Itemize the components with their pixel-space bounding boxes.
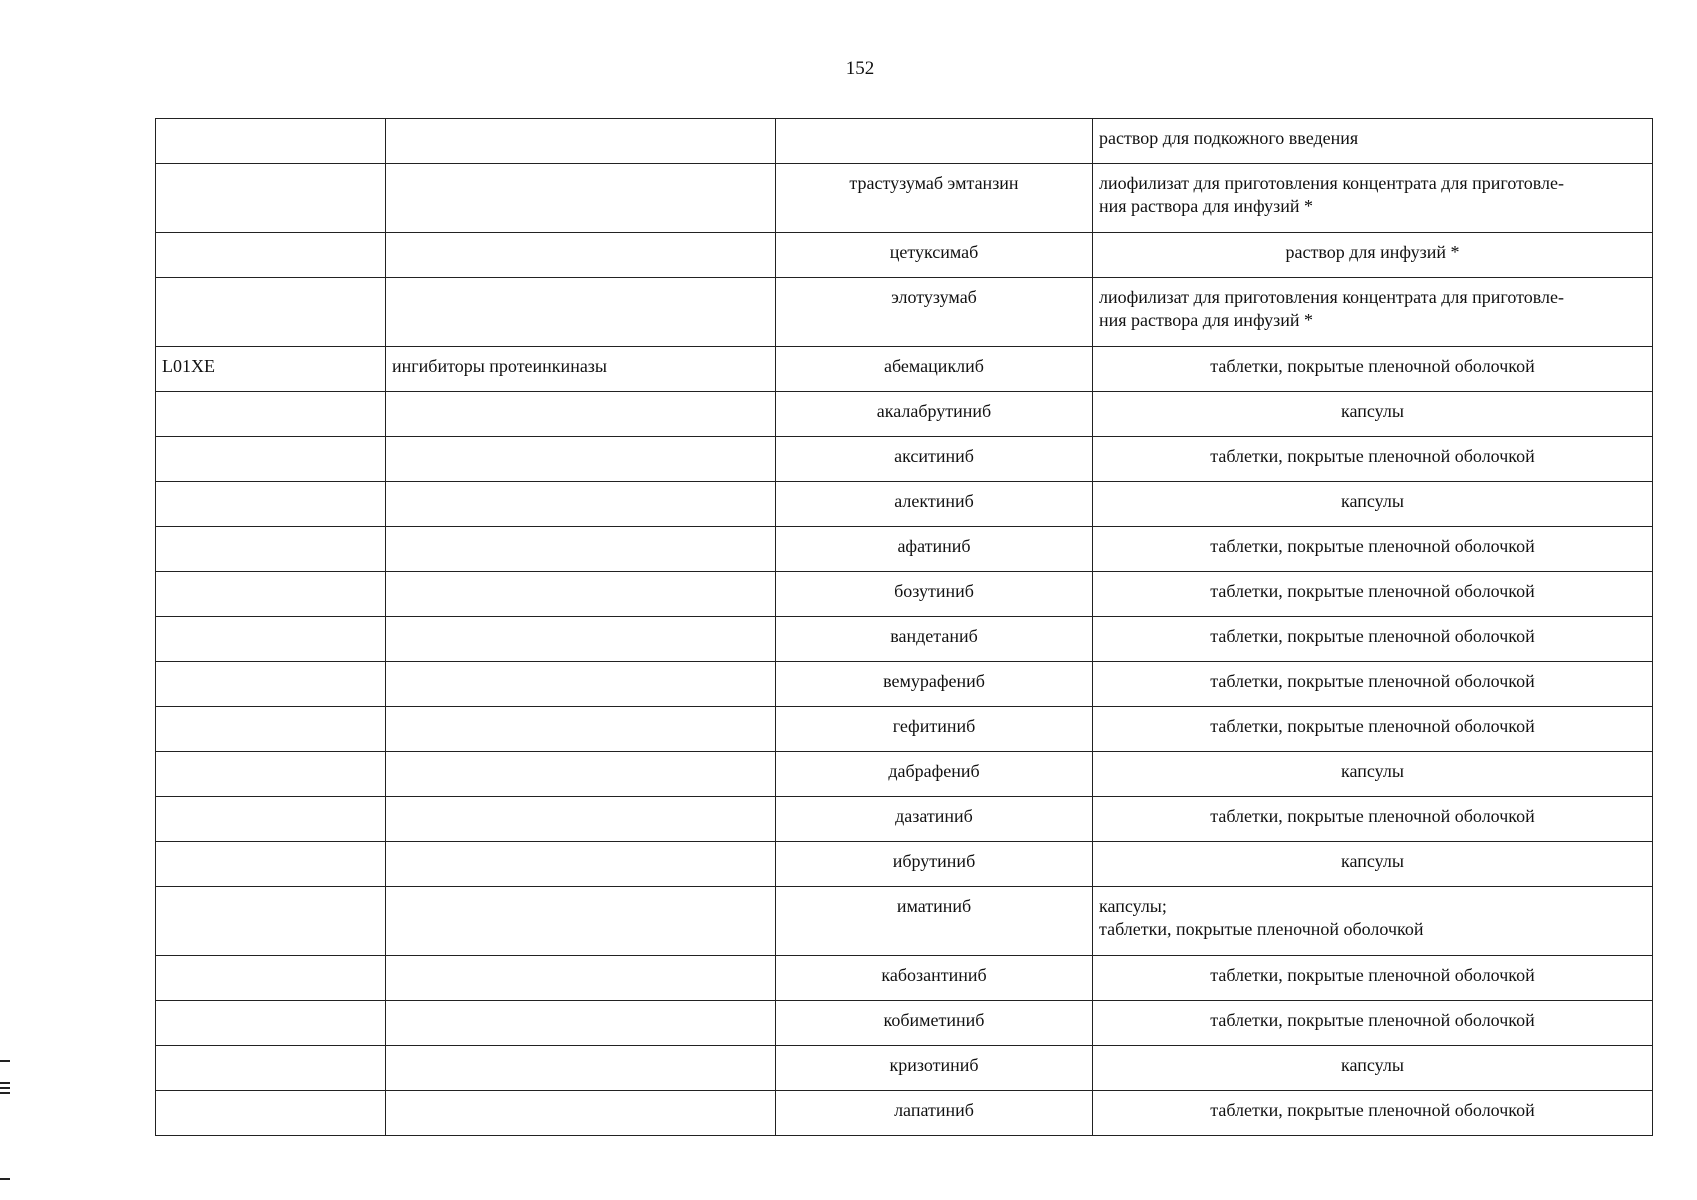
group-cell: [386, 527, 776, 572]
drug-name-cell-text: вемурафениб: [883, 671, 985, 691]
group-cell: [386, 572, 776, 617]
drug-name-cell: [776, 797, 1093, 842]
dosage-form-cell-text: таблетки, покрытые пленочной оболочкой: [1210, 446, 1535, 466]
drug-name-cell: [776, 887, 1093, 956]
group-cell: [386, 662, 776, 707]
table-row: [156, 797, 1653, 842]
drug-name-cell: [776, 437, 1093, 482]
table-row: [156, 392, 1653, 437]
table-row: [156, 527, 1653, 572]
drug-name-cell: [776, 842, 1093, 887]
table-row: [156, 572, 1653, 617]
drug-name-cell: [776, 233, 1093, 278]
drug-name-cell: [776, 1046, 1093, 1091]
table-row: [156, 1046, 1653, 1091]
dosage-form-cell: [1093, 392, 1653, 437]
drug-name-cell: [776, 527, 1093, 572]
drug-name-cell: [776, 707, 1093, 752]
code-cell: [156, 1046, 386, 1091]
table-row: [156, 707, 1653, 752]
drug-name-cell-text: элотузумаб: [891, 287, 977, 307]
dosage-form-cell: [1093, 752, 1653, 797]
table-row: [156, 842, 1653, 887]
drug-name-cell: [776, 572, 1093, 617]
group-cell: [386, 482, 776, 527]
code-cell: [156, 119, 386, 164]
drug-name-cell-text: трастузумаб эмтанзин: [849, 173, 1019, 193]
group-cell: [386, 752, 776, 797]
dosage-form-cell: [1093, 527, 1653, 572]
dosage-form-cell: [1093, 887, 1653, 956]
code-cell: [156, 752, 386, 797]
table-row: [156, 347, 1653, 392]
dosage-form-cell-text: таблетки, покрытые пленочной оболочкой: [1210, 536, 1535, 556]
code-cell: [156, 956, 386, 1001]
code-cell: [156, 662, 386, 707]
drug-name-cell-text: цетуксимаб: [889, 242, 979, 262]
code-cell: [156, 842, 386, 887]
drug-name-cell: [776, 662, 1093, 707]
dosage-form-cell-text: раствор для подкожного введения: [1099, 128, 1359, 148]
group-cell-text: ингибиторы протеинкиназы: [392, 356, 608, 376]
group-cell: [386, 707, 776, 752]
drug-name-cell: [776, 482, 1093, 527]
drug-name-cell-text: лапатиниб: [894, 1100, 974, 1120]
dosage-form-cell: [1093, 1091, 1653, 1136]
dosage-form-cell-text: таблетки, покрытые пленочной оболочкой: [1210, 581, 1535, 601]
group-cell: [386, 887, 776, 956]
dosage-form-cell-text: таблетки, покрытые пленочной оболочкой: [1210, 626, 1535, 646]
group-cell: [386, 278, 776, 347]
dosage-form-cell-text: таблетки, покрытые пленочной оболочкой: [1210, 356, 1535, 376]
group-cell: [386, 164, 776, 233]
table-row: [156, 752, 1653, 797]
code-cell: [156, 233, 386, 278]
dosage-form-cell-text: капсулы: [1341, 1055, 1404, 1075]
dosage-form-cell-text: раствор для инфузий *: [1285, 242, 1460, 262]
table-row: [156, 887, 1653, 956]
dosage-form-cell: [1093, 437, 1653, 482]
dosage-form-cell-text: капсулы: [1341, 401, 1404, 421]
drug-name-cell-text: ибрутиниб: [892, 851, 976, 871]
code-cell: [156, 392, 386, 437]
code-cell-text: L01XE: [162, 356, 215, 376]
group-cell: [386, 437, 776, 482]
code-cell: [156, 164, 386, 233]
dosage-form-cell: [1093, 707, 1653, 752]
group-cell: [386, 956, 776, 1001]
drug-name-cell-text: кризотиниб: [889, 1055, 979, 1075]
drug-name-cell-text: вандетаниб: [890, 626, 978, 646]
drug-name-cell: [776, 1001, 1093, 1046]
table-row: [156, 233, 1653, 278]
drug-name-cell: [776, 278, 1093, 347]
table-row: [156, 164, 1653, 233]
drug-name-cell: [776, 956, 1093, 1001]
dosage-form-cell: [1093, 617, 1653, 662]
code-cell: [156, 347, 386, 392]
group-cell: [386, 1001, 776, 1046]
dosage-form-cell-text: капсулы; таблетки, покрытые пленочной оболочкой: [1099, 896, 1424, 939]
table-row: [156, 437, 1653, 482]
dosage-form-cell-text: таблетки, покрытые пленочной оболочкой: [1210, 716, 1535, 736]
table-row: [156, 278, 1653, 347]
dosage-form-cell: [1093, 1046, 1653, 1091]
drug-name-cell-text: кобиметиниб: [883, 1010, 985, 1030]
group-cell: [386, 392, 776, 437]
dosage-form-cell-text: капсулы: [1341, 851, 1404, 871]
code-cell: [156, 278, 386, 347]
table-row: [156, 1001, 1653, 1046]
code-cell: [156, 797, 386, 842]
drug-name-cell-text: бозутиниб: [894, 581, 974, 601]
table-row: [156, 1091, 1653, 1136]
dosage-form-cell: [1093, 119, 1653, 164]
drug-name-cell: [776, 164, 1093, 233]
drug-name-cell-text: гефитиниб: [892, 716, 976, 736]
code-cell: [156, 707, 386, 752]
drug-name-cell: [776, 392, 1093, 437]
dosage-form-cell-text: таблетки, покрытые пленочной оболочкой: [1210, 806, 1535, 826]
code-cell: [156, 572, 386, 617]
table-row: [156, 482, 1653, 527]
drug-name-cell-text: кабозантиниб: [881, 965, 987, 985]
group-cell: [386, 119, 776, 164]
dosage-form-cell: [1093, 278, 1653, 347]
drug-name-cell-text: иматиниб: [896, 896, 972, 916]
dosage-form-cell: [1093, 797, 1653, 842]
group-cell: [386, 1046, 776, 1091]
dosage-form-cell-text: таблетки, покрытые пленочной оболочкой: [1210, 965, 1535, 985]
group-cell: [386, 617, 776, 662]
drug-table: [155, 118, 1653, 1136]
dosage-form-cell: [1093, 347, 1653, 392]
code-cell: [156, 1001, 386, 1046]
dosage-form-cell: [1093, 233, 1653, 278]
dosage-form-cell-text: капсулы: [1341, 491, 1404, 511]
dosage-form-cell: [1093, 842, 1653, 887]
code-cell: [156, 527, 386, 572]
dosage-form-cell: [1093, 956, 1653, 1001]
drug-name-cell: [776, 752, 1093, 797]
dosage-form-cell-text: таблетки, покрытые пленочной оболочкой: [1210, 1100, 1535, 1120]
dosage-form-cell-text: лиофилизат для приготовления концентрата для приготовле- ния раствора для инфузий *: [1099, 287, 1564, 330]
dosage-form-cell-text: капсулы: [1341, 761, 1404, 781]
group-cell: [386, 347, 776, 392]
table-body: [156, 119, 1653, 1136]
code-cell: [156, 887, 386, 956]
code-cell: [156, 482, 386, 527]
drug-name-cell: [776, 617, 1093, 662]
dosage-form-cell-text: таблетки, покрытые пленочной оболочкой: [1210, 1010, 1535, 1030]
group-cell: [386, 1091, 776, 1136]
drug-name-cell: [776, 119, 1093, 164]
code-cell: [156, 1091, 386, 1136]
drug-name-cell-text: акалабрутиниб: [876, 401, 992, 421]
drug-name-cell: [776, 347, 1093, 392]
drug-name-cell-text: алектиниб: [894, 491, 974, 511]
code-cell: [156, 617, 386, 662]
dosage-form-cell: [1093, 662, 1653, 707]
code-cell: [156, 437, 386, 482]
table-row: [156, 119, 1653, 164]
table-row: [156, 617, 1653, 662]
drug-name-cell-text: дабрафениб: [888, 761, 980, 781]
drug-name-cell-text: дазатиниб: [895, 806, 973, 826]
dosage-form-cell-text: таблетки, покрытые пленочной оболочкой: [1210, 671, 1535, 691]
group-cell: [386, 233, 776, 278]
drug-name-cell: [776, 1091, 1093, 1136]
page-number: 152: [845, 58, 875, 79]
drug-name-cell-text: афатиниб: [897, 536, 971, 556]
dosage-form-cell-text: лиофилизат для приготовления концентрата для приготовле- ния раствора для инфузий *: [1099, 173, 1564, 216]
dosage-form-cell: [1093, 572, 1653, 617]
table-row: [156, 956, 1653, 1001]
dosage-form-cell: [1093, 164, 1653, 233]
group-cell: [386, 797, 776, 842]
dosage-form-cell: [1093, 482, 1653, 527]
drug-name-cell-text: акситиниб: [894, 446, 974, 466]
table-row: [156, 662, 1653, 707]
group-cell: [386, 842, 776, 887]
drug-name-cell-text: абемациклиб: [884, 356, 984, 376]
dosage-form-cell: [1093, 1001, 1653, 1046]
